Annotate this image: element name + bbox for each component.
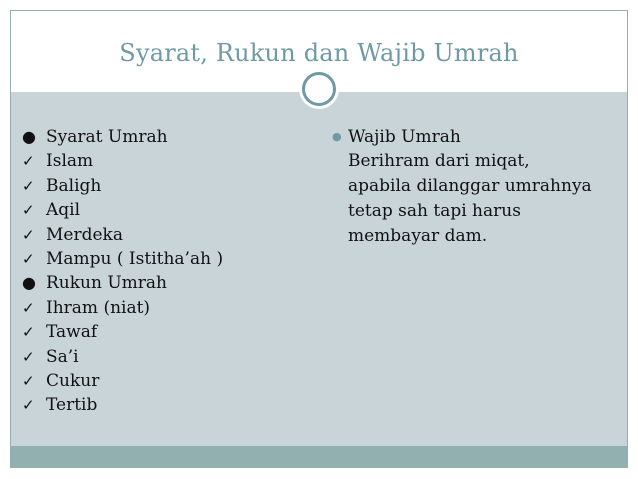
list-item: [22, 345, 302, 369]
list-item-label: Islam: [46, 151, 94, 172]
black-circle-icon: ●: [22, 273, 36, 293]
list-item-label: Syarat Umrah: [46, 127, 168, 147]
check-icon: ✓: [22, 371, 35, 390]
list-item: [22, 369, 302, 393]
list-item: [22, 174, 302, 198]
right-body: [348, 149, 622, 249]
right-body-line: membayar dam.: [348, 226, 488, 246]
list-item-label: Mampu ( Istitha’ah ): [46, 248, 224, 269]
left-list: [22, 125, 302, 418]
list-item: [22, 393, 302, 417]
list-item-label: Merdeka: [46, 224, 123, 245]
check-icon: ✓: [22, 152, 35, 171]
list-item-label: Ihram (niat): [46, 297, 151, 318]
ring-ornament-icon: [302, 72, 336, 106]
check-icon: ✓: [22, 298, 35, 317]
list-item: [22, 320, 302, 344]
check-icon: ✓: [22, 396, 35, 415]
right-body-line: apabila dilanggar umrahnya: [348, 176, 592, 196]
list-item-label: Sa’i: [46, 346, 79, 367]
right-heading: [332, 125, 622, 149]
right-heading-label: Wajib Umrah: [348, 127, 461, 147]
list-item-label: Tertib: [46, 395, 98, 416]
list-item-label: Baligh: [46, 175, 102, 196]
list-item-label: Cukur: [46, 370, 100, 391]
list-item: [22, 223, 302, 247]
slide-title: Syarat, Rukun dan Wajib Umrah: [119, 39, 519, 67]
right-body-line: Berihram dari miqat,: [348, 151, 530, 171]
check-icon: ✓: [22, 225, 35, 244]
check-icon: ✓: [22, 323, 35, 342]
check-icon: ✓: [22, 249, 35, 268]
footer-bar: [11, 446, 627, 467]
black-circle-icon: ●: [22, 127, 36, 146]
list-item: [22, 198, 302, 222]
check-icon: ✓: [22, 201, 35, 220]
right-block: [332, 125, 622, 249]
check-icon: ✓: [22, 347, 35, 366]
list-item-section: [22, 125, 302, 149]
list-item-label: Rukun Umrah: [46, 273, 168, 294]
list-item-label: Tawaf: [46, 322, 98, 343]
list-item-section: [22, 271, 302, 295]
right-body-line: tetap sah tapi harus: [348, 201, 521, 221]
list-item: [22, 149, 302, 173]
list-item: [22, 296, 302, 320]
bullet-icon: ●: [332, 130, 342, 143]
list-item: [22, 247, 302, 271]
check-icon: ✓: [22, 176, 35, 195]
list-item-label: Aqil: [46, 200, 81, 221]
